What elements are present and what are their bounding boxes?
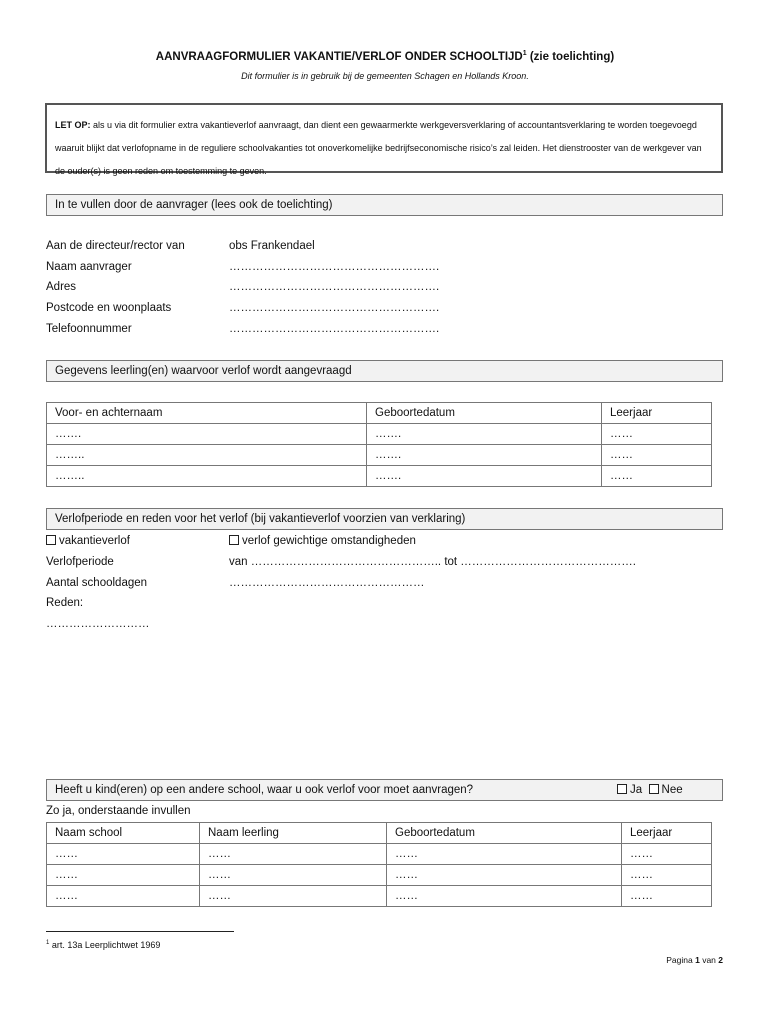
other-school-section-header (46, 779, 723, 801)
page-mid: van (699, 955, 719, 965)
cell-student[interactable]: …… (200, 886, 387, 907)
days-value[interactable]: …………………………………………… (229, 577, 425, 589)
applicant-section-header: In te vullen door de aanvrager (lees ook de toelichting) (46, 194, 723, 216)
table-row (47, 466, 712, 487)
cell-year[interactable]: …… (602, 466, 712, 487)
students-table (46, 402, 712, 487)
cell-birthdate[interactable]: ……. (367, 445, 602, 466)
table-row (47, 844, 712, 865)
days-label: Aantal schooldagen (46, 577, 148, 589)
cell-year[interactable]: …… (602, 424, 712, 445)
field-value-postcode[interactable]: ………………………………………………. (229, 302, 440, 314)
form-title-suffix: (zie toelichting) (526, 50, 615, 63)
table-header-row (47, 403, 712, 424)
notice-box (45, 103, 723, 176)
table-row (47, 424, 712, 445)
cell-year[interactable]: …… (622, 844, 712, 865)
form-title (0, 50, 770, 63)
col-header-year: Leerjaar (622, 823, 712, 844)
checkbox-no[interactable] (649, 784, 659, 794)
footnote-mark: 1 (46, 940, 50, 946)
field-label-phone: Telefoonnummer (46, 323, 132, 335)
col-header-birthdate: Geboortedatum (387, 823, 622, 844)
notice-text: als u via dit formulier extra vakantieverlof aanvraagt, dan dient een gewaarmerkte werkgeversverklaring of accountantsverklaring te worden toegevoegd waaruit blijkt dat verlofopname in de reguliere schoolvakanties tot onoverkomelijke bedrijfseconomische risico’s zal leiden. Het dienstrooster van de werkgever van de ouder(s) is geen reden om toestemming te geven. (55, 120, 702, 176)
field-label-name: Naam aanvrager (46, 261, 132, 273)
leave-section-header: Verlofperiode en reden voor het verlof (bij vakantieverlof voorzien van verklaring) (46, 508, 723, 530)
page-current: 1 (695, 955, 700, 965)
option-vacation[interactable] (46, 535, 130, 547)
cell-birthdate[interactable]: …… (387, 844, 622, 865)
table-row (47, 886, 712, 907)
cell-birthdate[interactable]: ……. (367, 424, 602, 445)
page-number (666, 955, 723, 965)
cell-name[interactable]: …….. (47, 466, 367, 487)
cell-name[interactable]: ……. (47, 424, 367, 445)
footnote (46, 940, 160, 950)
option-important-label: verlof gewichtige omstandigheden (242, 535, 416, 547)
option-important[interactable] (229, 535, 416, 547)
reason-value[interactable]: ……………………… (46, 618, 150, 630)
cell-year[interactable]: …… (602, 445, 712, 466)
form-title-text: AANVRAAGFORMULIER VAKANTIE/VERLOF ONDER SCHOOLTIJD (155, 50, 523, 63)
period-label: Verlofperiode (46, 556, 114, 568)
checkbox-yes[interactable] (617, 784, 627, 794)
cell-birthdate[interactable]: …… (387, 865, 622, 886)
cell-name[interactable]: …….. (47, 445, 367, 466)
checkbox-vacation[interactable] (46, 535, 56, 545)
footnote-text: art. 13a Leerplichtwet 1969 (49, 940, 161, 950)
table-header-row (47, 823, 712, 844)
page-prefix: Pagina (666, 955, 696, 965)
table-row (47, 865, 712, 886)
cell-year[interactable]: …… (622, 865, 712, 886)
yes-label: Ja (630, 784, 643, 796)
field-value-director[interactable]: obs Frankendael (229, 240, 315, 252)
option-vacation-label: vakantieverlof (59, 535, 130, 547)
col-header-school: Naam school (47, 823, 200, 844)
cell-birthdate[interactable]: ……. (367, 466, 602, 487)
period-value[interactable]: van ………………………………………….. tot ………………………………………. (229, 556, 636, 568)
other-school-question: Heeft u kind(eren) op een andere school, waar u ook verlof voor moet aanvragen? (55, 784, 474, 796)
notice-lead: LET OP: (55, 120, 91, 130)
field-label-postcode: Postcode en woonplaats (46, 302, 172, 314)
cell-year[interactable]: …… (622, 886, 712, 907)
field-label-director: Aan de directeur/rector van (46, 240, 185, 252)
cell-student[interactable]: …… (200, 865, 387, 886)
footnote-ref: 1 (522, 50, 527, 57)
checkbox-important[interactable] (229, 535, 239, 545)
cell-birthdate[interactable]: …… (387, 886, 622, 907)
col-header-name: Voor- en achternaam (47, 403, 367, 424)
page-total: 2 (718, 955, 723, 965)
field-value-address[interactable]: ………………………………………………. (229, 281, 440, 293)
form-subtitle: Dit formulier is in gebruik bij de gemeenten Schagen en Hollands Kroon. (241, 71, 529, 81)
col-header-year: Leerjaar (602, 403, 712, 424)
students-section-header: Gegevens leerling(en) waarvoor verlof wordt aangevraagd (46, 360, 723, 382)
table-row (47, 445, 712, 466)
reason-label: Reden: (46, 597, 84, 609)
field-value-name[interactable]: ………………………………………………. (229, 261, 440, 273)
col-header-student: Naam leerling (200, 823, 387, 844)
cell-school[interactable]: …… (47, 844, 200, 865)
cell-school[interactable]: …… (47, 865, 200, 886)
no-label: Nee (661, 784, 683, 796)
yes-no-options (617, 780, 683, 801)
cell-school[interactable]: …… (47, 886, 200, 907)
footnote-divider (46, 931, 234, 932)
cell-student[interactable]: …… (200, 844, 387, 865)
other-school-table (46, 822, 712, 907)
col-header-birthdate: Geboortedatum (367, 403, 602, 424)
other-school-instruction: Zo ja, onderstaande invullen (46, 805, 191, 817)
field-value-phone[interactable]: ………………………………………………. (229, 323, 440, 335)
field-label-address: Adres (46, 281, 77, 293)
